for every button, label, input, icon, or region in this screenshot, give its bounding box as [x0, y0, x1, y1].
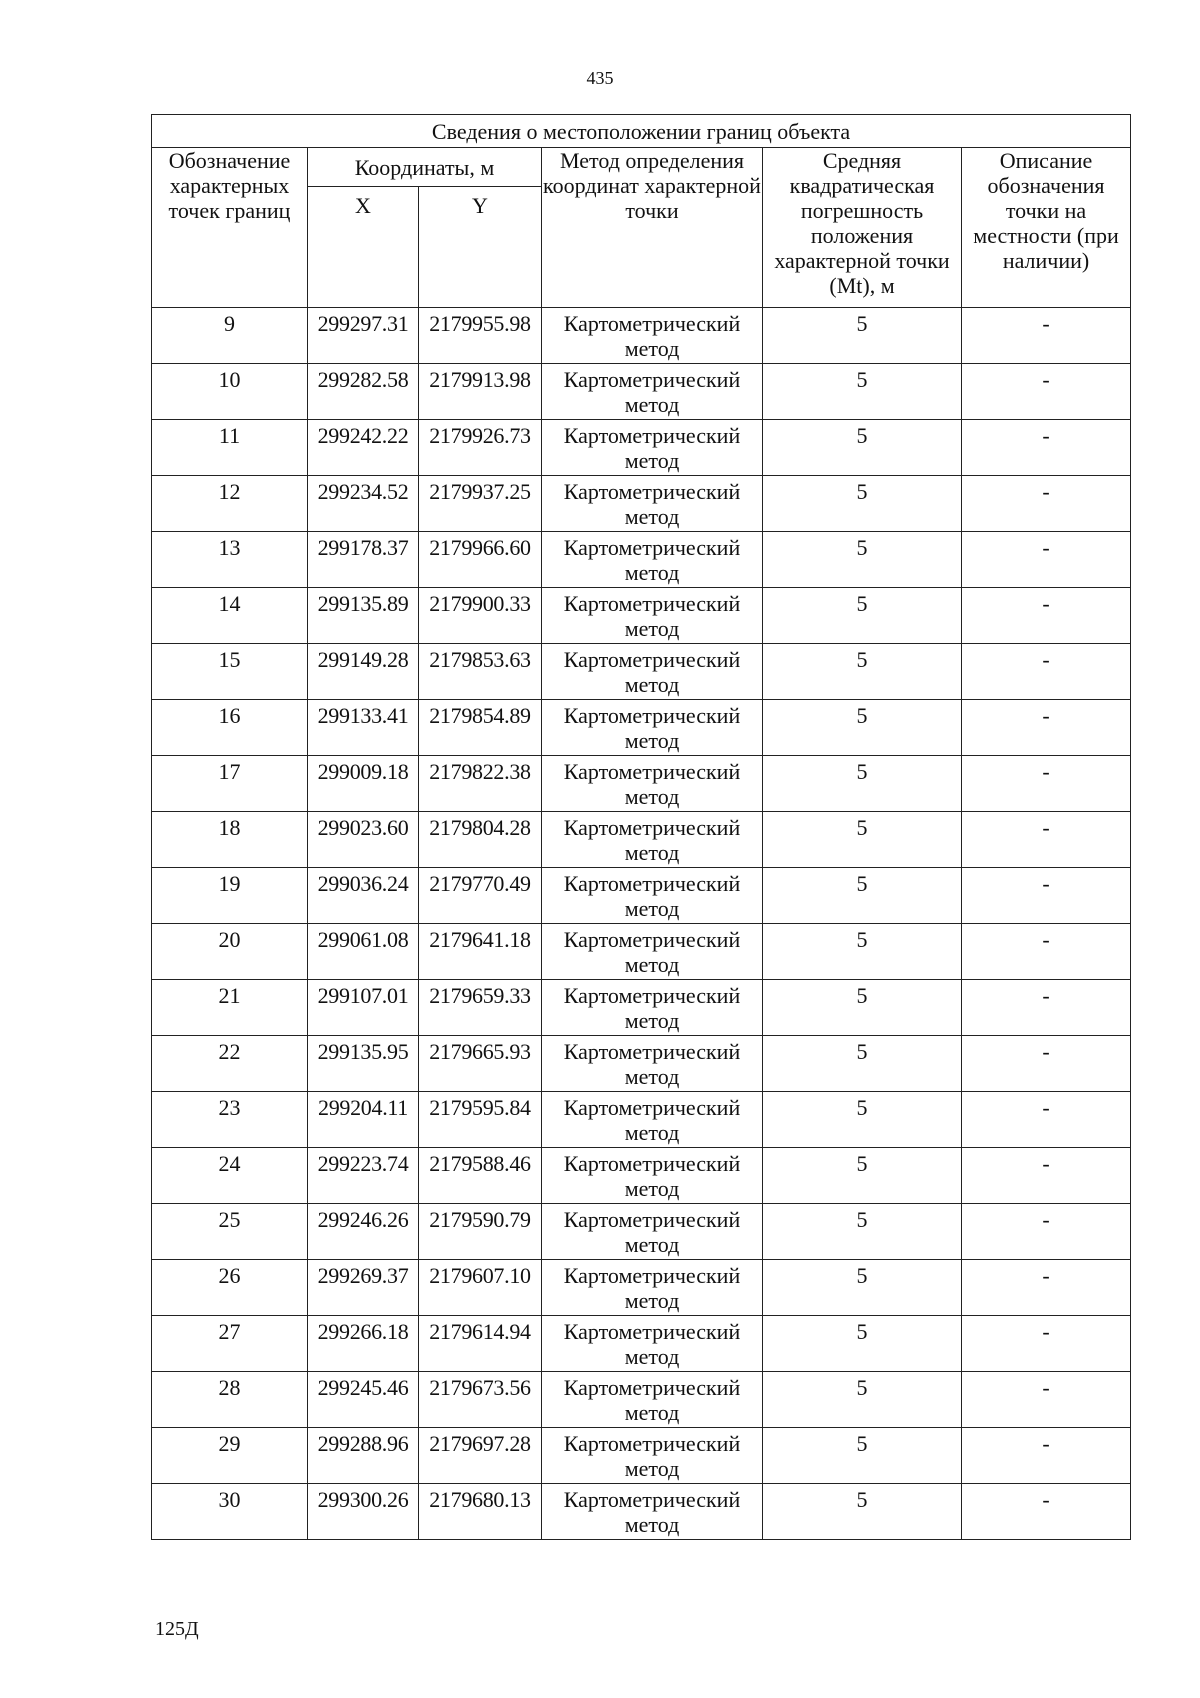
- cell-point: 20: [152, 924, 308, 980]
- cell-method: Картометрический метод: [542, 308, 763, 364]
- cell-error: 5: [763, 1036, 962, 1092]
- cell-y: 2179926.73: [419, 420, 542, 476]
- cell-x: 299009.18: [308, 756, 419, 812]
- cell-x: 299107.01: [308, 980, 419, 1036]
- cell-description: -: [962, 1204, 1131, 1260]
- table-row: [152, 588, 1131, 644]
- table-row: [152, 756, 1131, 812]
- table-row: [152, 1316, 1131, 1372]
- cell-method: Картометрический метод: [542, 1092, 763, 1148]
- cell-point: 27: [152, 1316, 308, 1372]
- table-row: [152, 476, 1131, 532]
- cell-description: -: [962, 1260, 1131, 1316]
- cell-description: -: [962, 1372, 1131, 1428]
- cell-description: -: [962, 532, 1131, 588]
- table-row: [152, 532, 1131, 588]
- cell-description: -: [962, 1092, 1131, 1148]
- cell-error: 5: [763, 1372, 962, 1428]
- cell-error: 5: [763, 308, 962, 364]
- header-x: X: [308, 187, 419, 308]
- header-error: Средняя квадратическая погрешность положения характерной точки (Mt), м: [763, 148, 962, 308]
- table-row: [152, 924, 1131, 980]
- cell-description: -: [962, 1148, 1131, 1204]
- cell-description: -: [962, 644, 1131, 700]
- cell-description: -: [962, 476, 1131, 532]
- cell-point: 13: [152, 532, 308, 588]
- header-coordinates: Координаты, м: [308, 148, 542, 187]
- table-row: [152, 1484, 1131, 1540]
- cell-method: Картометрический метод: [542, 1260, 763, 1316]
- cell-method: Картометрический метод: [542, 756, 763, 812]
- cell-point: 14: [152, 588, 308, 644]
- cell-y: 2179966.60: [419, 532, 542, 588]
- cell-x: 299242.22: [308, 420, 419, 476]
- cell-error: 5: [763, 1316, 962, 1372]
- cell-description: -: [962, 588, 1131, 644]
- cell-point: 25: [152, 1204, 308, 1260]
- cell-point: 28: [152, 1372, 308, 1428]
- cell-y: 2179673.56: [419, 1372, 542, 1428]
- cell-error: 5: [763, 756, 962, 812]
- cell-description: -: [962, 924, 1131, 980]
- cell-error: 5: [763, 868, 962, 924]
- cell-y: 2179955.98: [419, 308, 542, 364]
- cell-method: Картометрический метод: [542, 532, 763, 588]
- cell-x: 299288.96: [308, 1428, 419, 1484]
- cell-point: 17: [152, 756, 308, 812]
- cell-method: Картометрический метод: [542, 812, 763, 868]
- cell-y: 2179770.49: [419, 868, 542, 924]
- table-row: [152, 1092, 1131, 1148]
- cell-method: Картометрический метод: [542, 868, 763, 924]
- table-caption-row: [152, 115, 1131, 148]
- cell-description: -: [962, 308, 1131, 364]
- cell-y: 2179665.93: [419, 1036, 542, 1092]
- cell-y: 2179607.10: [419, 1260, 542, 1316]
- cell-y: 2179913.98: [419, 364, 542, 420]
- cell-y: 2179614.94: [419, 1316, 542, 1372]
- cell-method: Картометрический метод: [542, 1036, 763, 1092]
- table-row: [152, 1204, 1131, 1260]
- cell-x: 299135.89: [308, 588, 419, 644]
- cell-point: 29: [152, 1428, 308, 1484]
- cell-error: 5: [763, 364, 962, 420]
- cell-description: -: [962, 868, 1131, 924]
- cell-x: 299135.95: [308, 1036, 419, 1092]
- cell-x: 299223.74: [308, 1148, 419, 1204]
- cell-y: 2179937.25: [419, 476, 542, 532]
- cell-point: 30: [152, 1484, 308, 1540]
- cell-description: -: [962, 812, 1131, 868]
- cell-error: 5: [763, 1428, 962, 1484]
- cell-y: 2179822.38: [419, 756, 542, 812]
- header-y: Y: [419, 187, 542, 308]
- cell-description: -: [962, 420, 1131, 476]
- cell-method: Картометрический метод: [542, 700, 763, 756]
- cell-error: 5: [763, 1092, 962, 1148]
- cell-y: 2179853.63: [419, 644, 542, 700]
- footer-code: 125Д: [155, 1618, 199, 1640]
- cell-y: 2179659.33: [419, 980, 542, 1036]
- cell-point: 26: [152, 1260, 308, 1316]
- cell-description: -: [962, 1484, 1131, 1540]
- header-description: Описание обозначения точки на местности (при наличии): [962, 148, 1131, 308]
- cell-point: 23: [152, 1092, 308, 1148]
- cell-description: -: [962, 1316, 1131, 1372]
- cell-error: 5: [763, 532, 962, 588]
- cell-point: 22: [152, 1036, 308, 1092]
- table-row: [152, 1148, 1131, 1204]
- cell-method: Картометрический метод: [542, 476, 763, 532]
- cell-x: 299246.26: [308, 1204, 419, 1260]
- cell-x: 299178.37: [308, 532, 419, 588]
- cell-y: 2179900.33: [419, 588, 542, 644]
- table-row: [152, 364, 1131, 420]
- cell-error: 5: [763, 1148, 962, 1204]
- table-row: [152, 308, 1131, 364]
- cell-description: -: [962, 1428, 1131, 1484]
- cell-x: 299061.08: [308, 924, 419, 980]
- cell-point: 18: [152, 812, 308, 868]
- cell-error: 5: [763, 700, 962, 756]
- cell-method: Картометрический метод: [542, 1428, 763, 1484]
- table-row: [152, 644, 1131, 700]
- cell-y: 2179854.89: [419, 700, 542, 756]
- cell-error: 5: [763, 588, 962, 644]
- cell-x: 299149.28: [308, 644, 419, 700]
- table-row: [152, 980, 1131, 1036]
- cell-method: Картометрический метод: [542, 1204, 763, 1260]
- cell-description: -: [962, 756, 1131, 812]
- cell-y: 2179697.28: [419, 1428, 542, 1484]
- cell-x: 299245.46: [308, 1372, 419, 1428]
- cell-description: -: [962, 980, 1131, 1036]
- cell-method: Картометрический метод: [542, 1372, 763, 1428]
- cell-point: 9: [152, 308, 308, 364]
- cell-description: -: [962, 700, 1131, 756]
- cell-error: 5: [763, 420, 962, 476]
- cell-point: 10: [152, 364, 308, 420]
- cell-x: 299300.26: [308, 1484, 419, 1540]
- cell-error: 5: [763, 1204, 962, 1260]
- cell-method: Картометрический метод: [542, 924, 763, 980]
- table-row: [152, 1372, 1131, 1428]
- cell-point: 21: [152, 980, 308, 1036]
- table-row: [152, 420, 1131, 476]
- table-header-row: [152, 148, 1131, 187]
- cell-description: -: [962, 364, 1131, 420]
- table-row: [152, 812, 1131, 868]
- table-row: [152, 1260, 1131, 1316]
- cell-point: 24: [152, 1148, 308, 1204]
- cell-error: 5: [763, 1484, 962, 1540]
- cell-x: 299036.24: [308, 868, 419, 924]
- cell-point: 15: [152, 644, 308, 700]
- cell-error: 5: [763, 812, 962, 868]
- cell-x: 299282.58: [308, 364, 419, 420]
- cell-point: 12: [152, 476, 308, 532]
- cell-method: Картометрический метод: [542, 420, 763, 476]
- table-row: [152, 1036, 1131, 1092]
- cell-method: Картометрический метод: [542, 980, 763, 1036]
- cell-x: 299023.60: [308, 812, 419, 868]
- cell-y: 2179641.18: [419, 924, 542, 980]
- boundary-coordinates-table: [151, 114, 1131, 1540]
- cell-error: 5: [763, 1260, 962, 1316]
- table-row: [152, 868, 1131, 924]
- table-row: [152, 700, 1131, 756]
- cell-method: Картометрический метод: [542, 1316, 763, 1372]
- cell-error: 5: [763, 924, 962, 980]
- table-row: [152, 1428, 1131, 1484]
- cell-method: Картометрический метод: [542, 364, 763, 420]
- cell-y: 2179590.79: [419, 1204, 542, 1260]
- cell-error: 5: [763, 980, 962, 1036]
- cell-point: 16: [152, 700, 308, 756]
- cell-point: 19: [152, 868, 308, 924]
- cell-y: 2179804.28: [419, 812, 542, 868]
- cell-y: 2179595.84: [419, 1092, 542, 1148]
- cell-method: Картометрический метод: [542, 1484, 763, 1540]
- cell-x: 299297.31: [308, 308, 419, 364]
- cell-y: 2179588.46: [419, 1148, 542, 1204]
- cell-error: 5: [763, 476, 962, 532]
- header-point-label: Обозначение характерных точек границ: [152, 148, 308, 308]
- header-method: Метод определения координат характерной точки: [542, 148, 763, 308]
- cell-method: Картометрический метод: [542, 588, 763, 644]
- cell-y: 2179680.13: [419, 1484, 542, 1540]
- cell-description: -: [962, 1036, 1131, 1092]
- cell-error: 5: [763, 644, 962, 700]
- table-caption: Сведения о местоположении границ объекта: [152, 115, 1131, 148]
- cell-x: 299269.37: [308, 1260, 419, 1316]
- cell-x: 299266.18: [308, 1316, 419, 1372]
- cell-x: 299133.41: [308, 700, 419, 756]
- cell-point: 11: [152, 420, 308, 476]
- cell-x: 299234.52: [308, 476, 419, 532]
- page-number: 435: [586, 68, 614, 88]
- cell-method: Картометрический метод: [542, 1148, 763, 1204]
- cell-x: 299204.11: [308, 1092, 419, 1148]
- cell-method: Картометрический метод: [542, 644, 763, 700]
